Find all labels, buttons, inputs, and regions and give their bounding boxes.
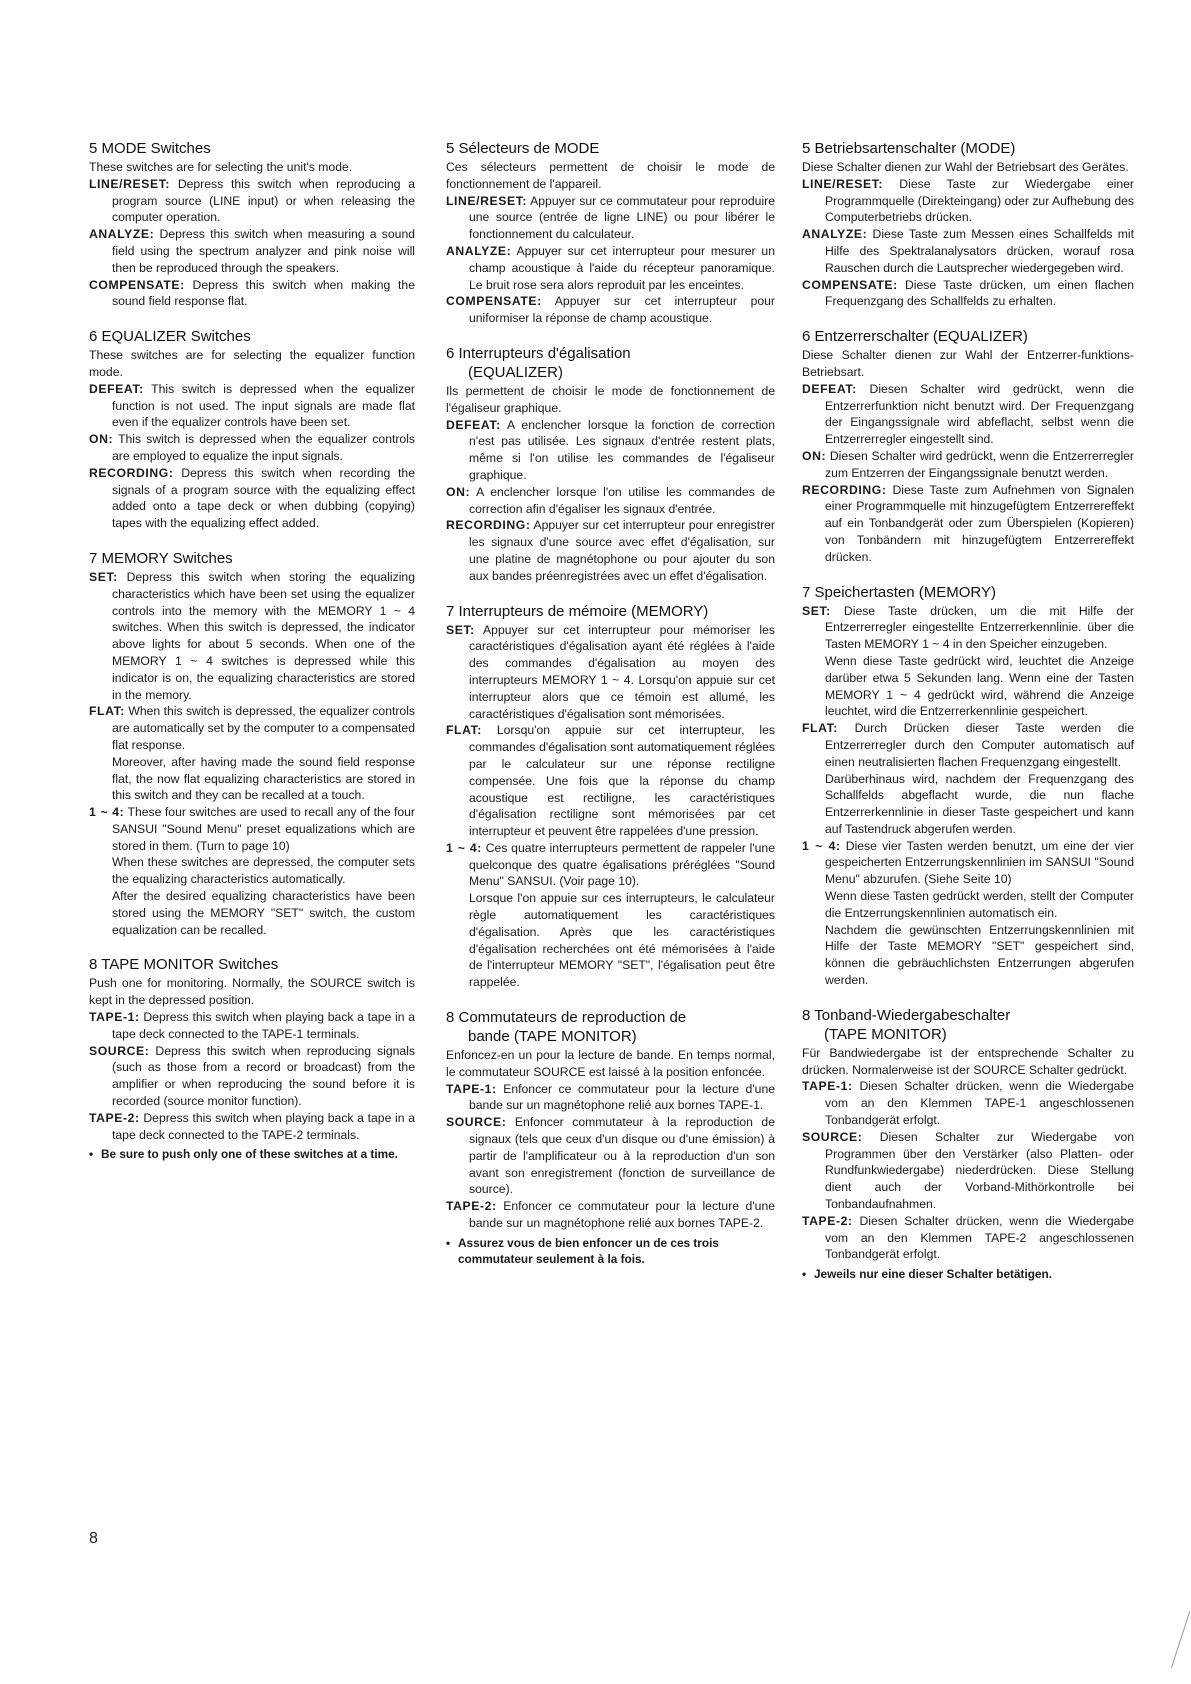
section-title-continued: (EQUALIZER) bbox=[468, 363, 564, 381]
switch-text-continued: Lorsque l'on appuie sur ces interrupteurs, le calculateur règle automatiquement les caractéristiques d'égalisation. Après que les caractéristiques d'égalisation recherchées ont été mémorisées à l'aide de l'interrupteur MEMORY "SET", l'égalisation peut être rappelée. bbox=[469, 891, 775, 990]
switch-term: ANALYZE: bbox=[802, 227, 868, 242]
caution-note bbox=[89, 1146, 415, 1163]
caution-note bbox=[802, 1266, 1134, 1283]
section-title: 7 MEMORY Switches bbox=[89, 549, 233, 567]
caution-note-text: Be sure to push only one of these switches at a time. bbox=[101, 1147, 398, 1162]
section bbox=[446, 603, 775, 992]
section-intro: Enfoncez-en un pour la lecture de bande. En temps normal, le commutateur SOURCE est laissé à la position enfoncée. bbox=[446, 1048, 775, 1079]
switch-list bbox=[89, 1009, 415, 1143]
switch-description bbox=[446, 1198, 775, 1232]
switch-text: Depress this switch when storing the equalizing characteristics which have been set using the equalizer controls into the memory with the MEMORY 1 ~ 4 switches. When this switch is depressed, the indicator above lights for about 5 seconds. When one of the MEMORY 1 ~ 4 switches is depressed while this indicator is on, the equalizing characteristics are stored in the memory. bbox=[112, 569, 415, 702]
switch-text-continued: Wenn diese Taste gedrückt wird, leuchtet die Anzeige darüber etwa 5 Sekunden lang. Wenn eine der Tasten MEMORY 1 ~ 4 gedrückt wird, während die Anzeige leuchtet, wird die Entzerrerkennlinie gespeichert. bbox=[825, 653, 1134, 719]
switch-description bbox=[446, 1114, 775, 1198]
section-intro: These switches are for selecting the unit's mode. bbox=[89, 160, 353, 174]
switch-text: Appuyer sur ce commutateur pour reproduire une source (entrée de ligne LINE) ou pour libérer le fonctionnement du calculateur. bbox=[469, 193, 775, 242]
switch-description bbox=[802, 448, 1134, 482]
section-title: 7 Speichertasten (MEMORY) bbox=[802, 583, 996, 601]
switch-term: TAPE-1: bbox=[89, 1010, 140, 1025]
switch-term: LINE/RESET: bbox=[446, 193, 528, 208]
switch-list bbox=[89, 381, 415, 532]
switch-term: ANALYZE: bbox=[89, 227, 155, 242]
switch-text-continued: After the desired equalizing characteristics have been stored using the MEMORY "SET" switch, the custom equalization can be recalled. bbox=[112, 889, 415, 937]
switch-term: FLAT: bbox=[446, 723, 482, 738]
switch-text: Diese Taste zum Messen eines Schallfelds mit Hilfe des Spektralanalysators drücken, worauf rosa Rauschen durch die Lautsprecher wiedergegeben wird. bbox=[825, 227, 1134, 275]
switch-term: ON: bbox=[89, 432, 114, 447]
section-intro: These switches are for selecting the equalizer function mode. bbox=[89, 348, 415, 379]
switch-term: 1 ~ 4: bbox=[802, 838, 841, 853]
switch-description bbox=[89, 804, 415, 854]
section bbox=[802, 328, 1134, 565]
switch-list bbox=[446, 417, 775, 585]
switch-list bbox=[89, 176, 415, 310]
section bbox=[446, 1009, 775, 1268]
section-title: 5 Sélecteurs de MODE bbox=[446, 140, 600, 157]
switch-description bbox=[89, 703, 415, 753]
switch-description bbox=[446, 484, 775, 518]
switch-text: This switch is depressed when the equalizer controls are employed to equalize the input signals. bbox=[112, 432, 415, 463]
switch-list bbox=[89, 569, 415, 939]
switch-text: Diesen Schalter wird gedrückt, wenn die Entzerrerfunktion nicht benutzt wird. Der Frequenzgang der Eingangssignale wird abfeflacht, selbst wenn die Entzerrerregler eingestellt sind. bbox=[825, 381, 1134, 447]
switch-description bbox=[89, 1009, 415, 1043]
switch-term: TAPE-2: bbox=[89, 1110, 140, 1125]
section bbox=[89, 550, 415, 939]
switch-text: Diese Taste drücken, um einen flachen Frequenzgang des Schallfelds zu erhalten. bbox=[825, 277, 1134, 309]
section-intro: Diese Schalter dienen zur Wahl der Entzerrer-funktions-Betriebsart. bbox=[802, 348, 1134, 379]
switch-text: Appuyer sur cet interrupteur pour mémoriser les caractéristiques d'égalisation ayant été réglées à l'aide des commandes d'égalisation au moyen des interrupteurs MEMORY 1 ~ 4. Lorsqu'on appuie sur cet interrupteur alors que ce témoin est allumé, les caractéristiques d'égalisation sont mémorisées. bbox=[469, 622, 775, 721]
switch-text-continued: Nachdem die gewünschten Entzerrungskennlinien mit Hilfe der Taste MEMORY "SET" gespeichert sind, können die gebräuchlichsten Entzerrungen abgerufen werden. bbox=[825, 922, 1134, 988]
section-title: 5 MODE Switches bbox=[89, 140, 211, 157]
column-english bbox=[89, 140, 415, 1181]
switch-text: Depress this switch when reproducing signals (such as those from a record or broadcast) from the amplifier or when reproducing the sound before it is recorded (source monitor function). bbox=[112, 1043, 415, 1109]
switch-term: TAPE-1: bbox=[802, 1079, 853, 1094]
switch-list bbox=[446, 1081, 775, 1232]
switch-text: Depress this switch when playing back a tape in a tape deck connected to the TAPE-1 terminals. bbox=[112, 1010, 415, 1041]
switch-description bbox=[802, 381, 1134, 448]
switch-term: RECORDING: bbox=[446, 518, 531, 533]
section bbox=[446, 140, 775, 327]
switch-text: Lorsqu'on appuie sur cet interrupteur, les commandes d'égalisation sont automatiquement réglées par le calculateur sur une réponse rectiligne compensée. Une fois que la réponse du champ acoustique est rectiligne, les caractéristiques d'égalisation rectiligne sont mémorisées par cet interrupteur et peuvent être rappelées d'une pression. bbox=[469, 723, 775, 839]
switch-list bbox=[446, 193, 775, 327]
switch-description bbox=[446, 243, 775, 293]
column-german bbox=[802, 140, 1134, 1301]
caution-note-text: Assurez vous de bien enfoncer un de ces trois commutateur seulement à la fois. bbox=[458, 1235, 719, 1267]
switch-term: DEFEAT: bbox=[89, 381, 144, 396]
section-intro: Für Bandwiedergabe ist der entsprechende Schalter zu drücken. Normalerweise ist der SOURCE Schalter gedrückt. bbox=[802, 1045, 1134, 1077]
switch-term: ON: bbox=[446, 484, 471, 499]
switch-term: COMPENSATE: bbox=[89, 277, 185, 292]
scan-artifact-line bbox=[1171, 1611, 1191, 1669]
section-title: 8 Commutateurs de reproduction de bbox=[446, 1009, 687, 1027]
switch-text: Depress this switch when recording the signals of a program source with the equalizing effect added onto a tape deck or when dubbing (copying) tapes with the equalizing effect added. bbox=[112, 465, 415, 531]
switch-term: DEFEAT: bbox=[446, 417, 501, 432]
switch-text-continued: Moreover, after having made the sound field response flat, the now flat equalizing characteristics are stored in this switch and they can be recalled at a touch. bbox=[112, 754, 415, 803]
switch-term: TAPE-1: bbox=[446, 1081, 497, 1096]
switch-list bbox=[446, 622, 775, 992]
section bbox=[89, 140, 415, 310]
switch-description bbox=[802, 603, 1134, 653]
switch-text: Diese Taste zum Aufnehmen von Signalen einer Programmquelle mit hinzugefügtem Entzerrereffekt auf ein Tonbandgerät oder zum Überspielen (Kopieren) von Tonbändern mit hinzugefügtem Entzerrereffekt drücken. bbox=[825, 482, 1134, 564]
switch-term: LINE/RESET: bbox=[89, 176, 171, 191]
section-title: 6 Interrupteurs d'égalisation bbox=[446, 344, 631, 362]
section-intro: Push one for monitoring. Normally, the SOURCE switch is kept in the depressed position. bbox=[89, 976, 415, 1008]
switch-text-continued: When these switches are depressed, the computer sets the equalizing characteristics automatically. bbox=[112, 855, 415, 887]
switch-description bbox=[802, 1213, 1134, 1263]
switch-description bbox=[446, 840, 775, 890]
switch-text: Diesen Schalter drücken, wenn die Wiedergabe vom an den Klemmen TAPE-1 angeschlossenen Tonbandgerät erfolgt. bbox=[825, 1079, 1134, 1128]
section-title: 8 TAPE MONITOR Switches bbox=[89, 956, 279, 974]
section-intro: Ils permettent de choisir le mode de fonctionnement de l'égaliseur graphique. bbox=[446, 383, 775, 415]
switch-text: Appuyer sur cet interrupteur pour enregistrer les signaux d'une source avec effet d'égalisation, sur une platine de magnétophone ou pour ajouter du son aux bandes préenregistrées avec un effet d'égalisation. bbox=[469, 518, 775, 583]
switch-text: This switch is depressed when the equalizer function is not used. The input signals are made flat even if the equalizer controls have been set. bbox=[112, 381, 415, 430]
switch-description bbox=[89, 1043, 415, 1110]
switch-description bbox=[802, 1129, 1134, 1213]
switch-text: Diese Taste zur Wiedergabe einer Programmquelle (Direkteingang) oder zur Aufhebung des Computerbetriebs drücken. bbox=[825, 176, 1134, 225]
switch-description bbox=[89, 277, 415, 311]
switch-term: COMPENSATE: bbox=[446, 294, 542, 309]
section bbox=[89, 956, 415, 1162]
switch-term: SET: bbox=[446, 622, 475, 637]
switch-text: Diese Taste drücken, um die mit Hilfe der Entzerrerregler eingestellte Entzerrerkennlinie. über die Tasten MEMORY 1 ~ 4 in den Speicher einzugeben. bbox=[825, 603, 1134, 652]
switch-term: SOURCE: bbox=[89, 1043, 150, 1058]
switch-description bbox=[89, 465, 415, 532]
switch-text: Appuyer sur cet interrupteur pour uniformiser la réponse de champ acoustique. bbox=[469, 294, 775, 326]
switch-description bbox=[802, 720, 1134, 770]
switch-description bbox=[802, 1078, 1134, 1128]
switch-term: DEFEAT: bbox=[802, 381, 857, 396]
section-intro: Ces sélecteurs permettent de choisir le mode de fonctionnement de l'appareil. bbox=[446, 160, 775, 191]
switch-description bbox=[446, 1081, 775, 1115]
caution-note-text: Jeweils nur eine dieser Schalter betätigen. bbox=[814, 1267, 1052, 1282]
caution-note bbox=[446, 1235, 775, 1268]
switch-term: RECORDING: bbox=[802, 482, 887, 497]
section bbox=[89, 328, 415, 532]
switch-text: When this switch is depressed, the equalizer controls are automatically set by the computer to a compensated flat response. bbox=[112, 704, 415, 752]
switch-description bbox=[446, 193, 775, 243]
switch-term: FLAT: bbox=[802, 721, 838, 736]
section bbox=[446, 345, 775, 585]
switch-description bbox=[89, 431, 415, 465]
switch-term: ANALYZE: bbox=[446, 243, 512, 258]
switch-term: 1 ~ 4: bbox=[446, 840, 482, 855]
section-title: 6 Entzerrerschalter (EQUALIZER) bbox=[802, 328, 1028, 346]
switch-text: Durch Drücken dieser Taste werden die Entzerrerregler durch den Computer automatisch auf einen neutralisierten flachen Frequenzgang eingestellt. bbox=[825, 721, 1134, 769]
switch-description bbox=[89, 1110, 415, 1144]
switch-term: SET: bbox=[89, 569, 118, 584]
switch-list bbox=[802, 603, 1134, 989]
switch-list bbox=[802, 381, 1134, 566]
section bbox=[802, 584, 1134, 989]
switch-list bbox=[802, 1078, 1134, 1263]
section-intro: Diese Schalter dienen zur Wahl der Betriebsart des Gerätes. bbox=[802, 160, 1129, 174]
switch-text-continued: Wenn diese Tasten gedrückt werden, stellt der Computer die Entzerrungskennlinien automatisch ein. bbox=[825, 889, 1134, 920]
switch-description bbox=[802, 482, 1134, 566]
switch-term: RECORDING: bbox=[89, 465, 174, 480]
switch-description bbox=[446, 622, 775, 723]
column-french bbox=[446, 140, 775, 1286]
section-title: 6 EQUALIZER Switches bbox=[89, 328, 251, 346]
section-title-continued: (TAPE MONITOR) bbox=[824, 1025, 947, 1043]
switch-term: 1 ~ 4: bbox=[89, 805, 125, 820]
switch-text: Enfoncer ce commutateur pour la lecture d'une bande sur un magnétophone relié aux bornes TAPE-1. bbox=[469, 1081, 775, 1113]
switch-text: Diese vier Tasten werden benutzt, um eine der vier gespeicherten Entzerrungskennlinien im SANSUI "Sound Menu" abzurufen. (Siehe Seite 10) bbox=[825, 838, 1134, 887]
switch-description bbox=[89, 226, 415, 276]
section-title: 5 Betriebsartenschalter (MODE) bbox=[802, 140, 1016, 157]
switch-term: SOURCE: bbox=[802, 1129, 863, 1144]
section-title: 8 Tonband-Wiedergabeschalter bbox=[802, 1006, 1011, 1024]
switch-text: Diesen Schalter drücken, wenn die Wiedergabe vom an den Klemmen TAPE-2 angeschlossenen Tonbandgerät erfolgt. bbox=[825, 1213, 1134, 1262]
section bbox=[802, 140, 1134, 310]
switch-term: TAPE-2: bbox=[446, 1199, 497, 1214]
switch-text: Diesen Schalter zur Wiedergabe von Programmen über den Verstärker (also Platten- oder Rundfunkwiedergabe) niederdrücken. Diese Stellung dient auch der Vorband-Mithörkontrolle bei Tonbandaufnahmen. bbox=[825, 1129, 1134, 1212]
switch-description bbox=[802, 838, 1134, 888]
switch-description bbox=[446, 293, 775, 327]
switch-text: These four switches are used to recall any of the four SANSUI "Sound Menu" preset equalizations which are stored in them. (Turn to page 10) bbox=[112, 805, 415, 853]
switch-term: SET: bbox=[802, 603, 831, 618]
switch-term: COMPENSATE: bbox=[802, 277, 898, 292]
switch-term: TAPE-2: bbox=[802, 1213, 853, 1228]
switch-text: A enclencher lorsque l'on utilise les commandes de correction afin d'égaliser les signaux d'entrée. bbox=[469, 484, 775, 516]
switch-term: LINE/RESET: bbox=[802, 176, 884, 191]
section-title: 7 Interrupteurs de mémoire (MEMORY) bbox=[446, 602, 709, 620]
switch-text: Enfoncer ce commutateur pour la lecture d'une bande sur un magnétophone relié aux bornes TAPE-2. bbox=[469, 1199, 775, 1231]
switch-description bbox=[802, 277, 1134, 311]
bullet-icon: • bbox=[89, 1147, 94, 1162]
switch-text: A enclencher lorsque la fonction de correction n'est pas utilisée. Les signaux d'entrée restent plats, même si l'on utilise les commandes de l'égaliseur graphique. bbox=[469, 417, 775, 482]
switch-description bbox=[446, 417, 775, 484]
page-number: 8 bbox=[89, 1530, 98, 1547]
switch-description bbox=[446, 722, 775, 840]
switch-list bbox=[802, 176, 1134, 310]
switch-description bbox=[802, 226, 1134, 276]
switch-text: Depress this switch when reproducing a program source (LINE input) or when releasing the computer operation. bbox=[112, 176, 415, 225]
bullet-icon: • bbox=[802, 1267, 807, 1282]
switch-text: Enfoncer commutateur à la reproduction de signaux (tels que ceux d'un disque ou d'une émission) à partir de l'amplificateur ou à la reproduction d'un son avant son enregistrement (fonction de surveillance de source). bbox=[469, 1115, 775, 1197]
switch-text: Diesen Schalter wird gedrückt, wenn die Entzerrerregler zum Entzerren der Eingangssignale benutzt werden. bbox=[825, 448, 1134, 480]
switch-text: Depress this switch when measuring a sound field using the spectrum analyzer and pink noise will then be reproduced through the speakers. bbox=[112, 227, 415, 275]
switch-description bbox=[89, 176, 415, 226]
switch-description bbox=[802, 176, 1134, 226]
switch-description bbox=[89, 569, 415, 703]
switch-term: FLAT: bbox=[89, 704, 125, 719]
switch-term: SOURCE: bbox=[446, 1115, 507, 1130]
switch-text: Depress this switch when playing back a tape in a tape deck connected to the TAPE-2 terminals. bbox=[112, 1110, 415, 1142]
section bbox=[802, 1007, 1134, 1283]
switch-text: Depress this switch when making the sound field response flat. bbox=[112, 277, 415, 309]
switch-description bbox=[89, 381, 415, 431]
bullet-icon: • bbox=[446, 1235, 451, 1250]
switch-term: ON: bbox=[802, 448, 827, 463]
switch-text: Appuyer sur cet interrupteur pour mesurer un champ acoustique à l'aide du récepteur panoramique. Le bruit rose sera alors reproduit par les enceintes. bbox=[469, 243, 775, 292]
switch-description bbox=[446, 517, 775, 584]
switch-text-continued: Darüberhinaus wird, nachdem der Frequenzgang des Schallfelds abgeflacht wurde, die nun flache Entzerrerkennlinie in dieser Taste gespeichert und kann auf Tastendruck abgerufen werden. bbox=[825, 771, 1134, 836]
switch-text: Ces quatre interrupteurs permettent de rappeler l'une quelconque des quatre égalisations préréglées "Sound Menu" SANSUI. (Voir page 10). bbox=[469, 840, 775, 889]
section-title-continued: bande (TAPE MONITOR) bbox=[468, 1028, 637, 1046]
